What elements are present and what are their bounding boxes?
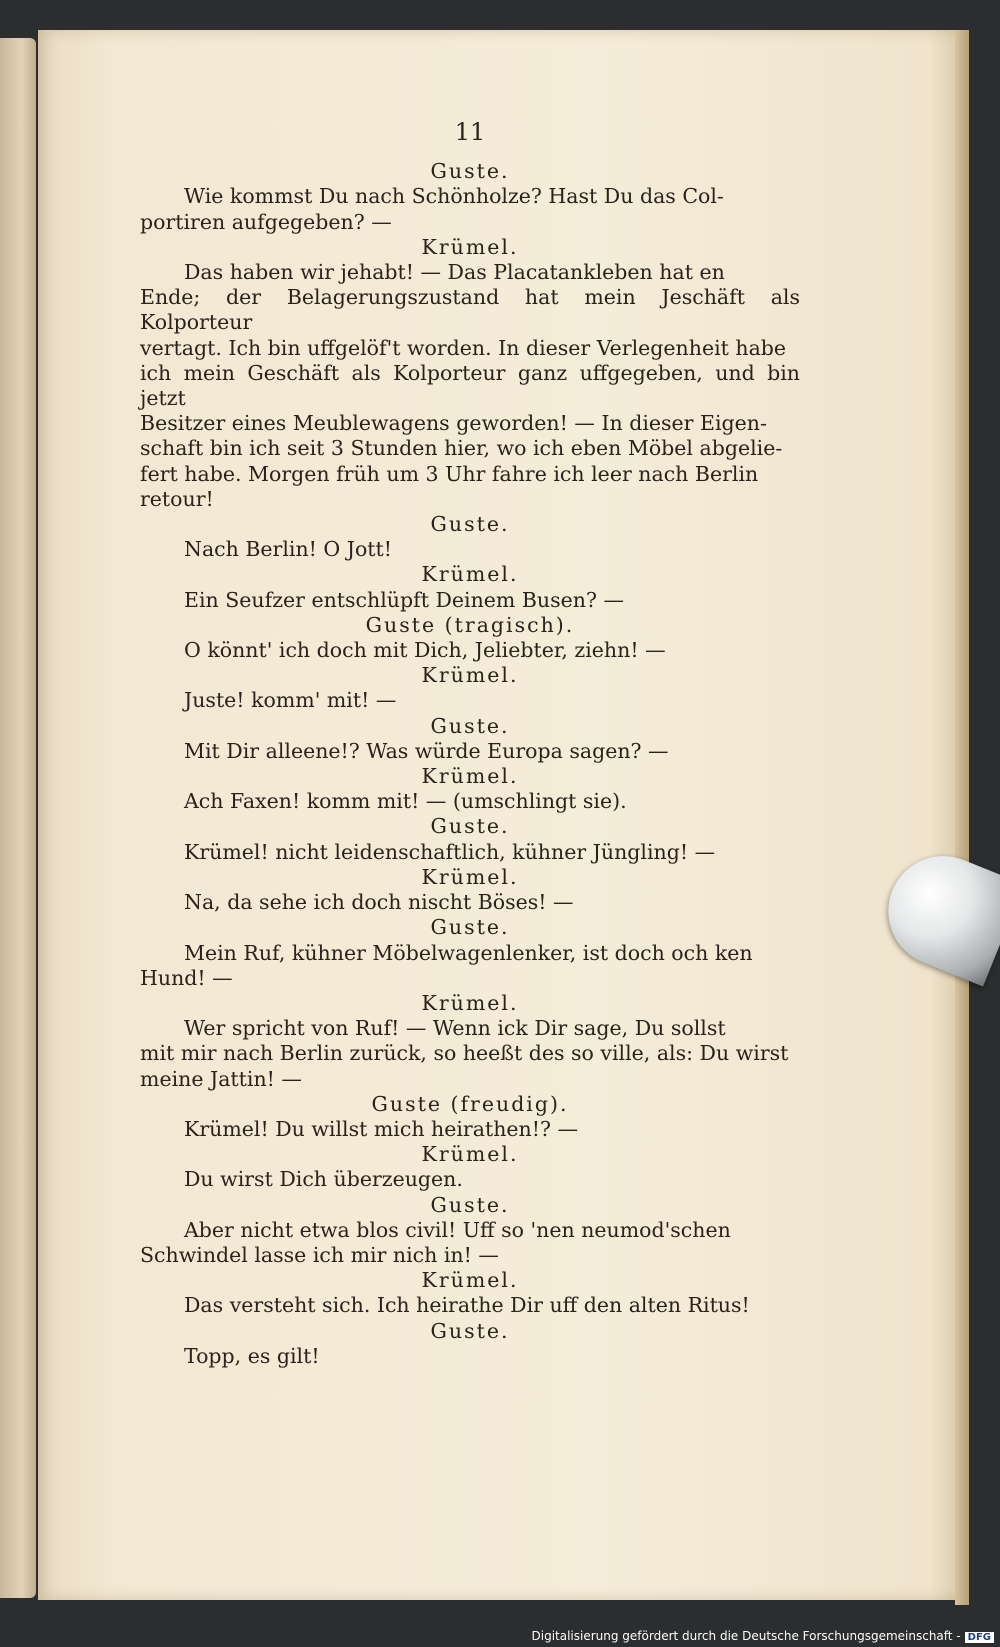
page-text bbox=[140, 120, 800, 1369]
dialogue-line: Wie kommst Du nach Schönholze? Hast Du das Col- bbox=[184, 184, 724, 209]
speaker-name: Guste. bbox=[430, 159, 510, 184]
speaker-name: Guste. bbox=[430, 713, 510, 738]
dialogue-line: Ach Faxen! komm mit! — (umschlingt sie). bbox=[184, 789, 627, 814]
dialogue-line: meine Jattin! — bbox=[140, 1066, 302, 1091]
dialogue-line: Ende; der Belagerungszustand hat mein Jeschäft als Kolporteur bbox=[140, 285, 800, 335]
dialogue-line: Mit Dir alleene!? Was würde Europa sagen? — bbox=[184, 738, 669, 763]
dialogue-line: Topp, es gilt! bbox=[184, 1343, 320, 1368]
dialogue-line: mit mir nach Berlin zurück, so heeßt des so ville, als: Du wirst bbox=[140, 1041, 789, 1066]
script-body bbox=[140, 159, 800, 1369]
dialogue-line: schaft bin ich seit 3 Stunden hier, wo ich eben Möbel abgelie- bbox=[140, 436, 783, 461]
speaker-name: Guste (freudig). bbox=[371, 1091, 569, 1116]
dialogue-line: ich mein Geschäft als Kolporteur ganz uffgegeben, und bin jetzt bbox=[140, 360, 800, 411]
dfg-logo: DFG bbox=[965, 1632, 994, 1643]
speaker-name: Guste. bbox=[430, 512, 510, 537]
dialogue-line: retour! bbox=[140, 486, 214, 511]
footer-credit bbox=[532, 1629, 995, 1643]
speaker-name: Krümel. bbox=[421, 864, 519, 889]
speaker-name: Krümel. bbox=[421, 1142, 519, 1167]
dialogue-line: Na, da sehe ich doch nischt Böses! — bbox=[184, 890, 574, 915]
dialogue-line: O könnt' ich doch mit Dich, Jeliebter, ziehn! — bbox=[184, 638, 666, 663]
speaker-name: Krümel. bbox=[421, 764, 519, 789]
facing-page-edge bbox=[0, 38, 36, 1598]
dialogue-line: fert habe. Morgen früh um 3 Uhr fahre ich leer nach Berlin bbox=[140, 461, 759, 486]
speaker-name: Guste. bbox=[430, 915, 510, 940]
dialogue-line: Juste! komm' mit! — bbox=[184, 688, 397, 713]
dialogue-line: vertagt. Ich bin uffgelöf't worden. In dieser Verlegenheit habe bbox=[140, 335, 787, 360]
page-stack-edge bbox=[955, 30, 969, 1605]
speaker-name: Krümel. bbox=[421, 562, 519, 587]
dialogue-line: Hund! — bbox=[140, 965, 233, 990]
dialogue-line: Aber nicht etwa blos civil! Uff so 'nen neumod'schen bbox=[184, 1217, 731, 1242]
speaker-name: Krümel. bbox=[421, 1268, 519, 1293]
footer-text: Digitalisierung gefördert durch die Deutsche Forschungsgemeinschaft - bbox=[531, 1629, 961, 1643]
dialogue-line: Krümel! nicht leidenschaftlich, kühner Jüngling! — bbox=[184, 839, 716, 864]
speaker-name: Krümel. bbox=[421, 234, 519, 259]
dialogue-line: Besitzer eines Meublewagens geworden! — In dieser Eigen- bbox=[140, 411, 767, 436]
dialogue-line: Du wirst Dich überzeugen. bbox=[184, 1167, 463, 1192]
dialogue-line: Das haben wir jehabt! — Das Placatankleben hat en bbox=[184, 260, 725, 285]
speaker-name: Guste. bbox=[430, 1318, 510, 1343]
dialogue-line: Ein Seufzer entschlüpft Deinem Busen? — bbox=[184, 587, 624, 612]
dialogue-line: Wer spricht von Ruf! — Wenn ick Dir sage, Du sollst bbox=[184, 1016, 726, 1041]
dialogue-line: Mein Ruf, kühner Möbelwagenlenker, ist doch och ken bbox=[184, 940, 753, 965]
speaker-name: Guste. bbox=[430, 1192, 510, 1217]
dialogue-line: Krümel! Du willst mich heirathen!? — bbox=[184, 1116, 578, 1141]
dialogue-line: Nach Berlin! O Jott! bbox=[184, 537, 393, 562]
speaker-name: Guste. bbox=[430, 814, 510, 839]
dialogue-line: portiren aufgegeben? — bbox=[140, 209, 392, 234]
speaker-name: Krümel. bbox=[421, 663, 519, 688]
page-number: 11 bbox=[454, 118, 486, 146]
speaker-name: Krümel. bbox=[421, 990, 519, 1015]
dialogue-line: Das versteht sich. Ich heirathe Dir uff den alten Ritus! bbox=[184, 1293, 750, 1318]
speaker-name: Guste (tragisch). bbox=[365, 612, 575, 637]
dialogue-line: Schwindel lasse ich mir nich in! — bbox=[140, 1242, 499, 1267]
